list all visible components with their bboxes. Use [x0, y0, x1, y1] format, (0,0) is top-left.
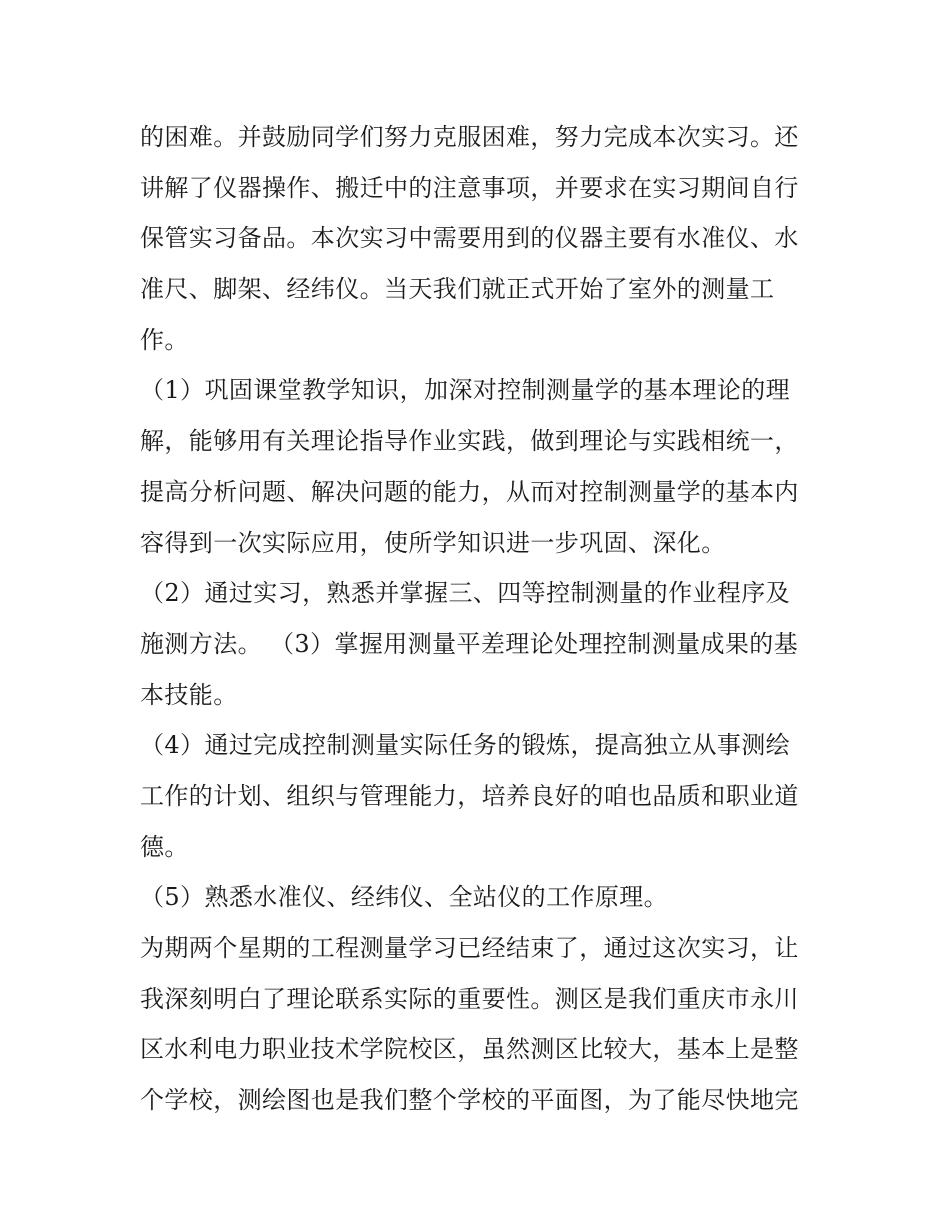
- text-line: 德。: [140, 832, 189, 861]
- text-line: 工作的计划、组织与管理能力，培养良好的咱也品质和职业道: [140, 781, 799, 810]
- text-line: 个学校，测绘图也是我们整个学校的平面图，为了能尽快地完: [140, 1086, 799, 1115]
- text-line: （4）通过完成控制测量实际任务的锻炼，提高独立从事测绘: [140, 731, 791, 760]
- text-line: 准尺、脚架、经纬仪。当天我们就正式开始了室外的测量工: [140, 275, 775, 304]
- text-line: 容得到一次实际应用，使所学知识进一步巩固、深化。: [140, 528, 726, 557]
- text-line: 施测方法。 （3）掌握用测量平差理论处理控制测量成果的基: [140, 629, 799, 658]
- text-line: （2）通过实习，熟悉并掌握三、四等控制测量的作业程序及: [140, 579, 791, 608]
- text-line: 作。: [140, 325, 189, 354]
- text-line: 解，能够用有关理论指导作业实践，做到理论与实践相统一，: [140, 427, 799, 456]
- text-line: 提高分析问题、解决问题的能力，从而对控制测量学的基本内: [140, 477, 799, 506]
- text-line: 我深刻明白了理论联系实际的重要性。测区是我们重庆市永川: [140, 984, 799, 1013]
- text-line: （1）巩固课堂教学知识，加深对控制测量学的基本理论的理: [140, 376, 791, 405]
- document-body: [140, 112, 820, 1126]
- text-line: （5）熟悉水准仪、经纬仪、全站仪的工作原理。: [140, 883, 669, 912]
- text-line: 本技能。: [140, 680, 238, 709]
- text-line: 保管实习备品。本次实习中需要用到的仪器主要有水准仪、水: [140, 224, 799, 253]
- text-line: 的困难。并鼓励同学们努力克服困难，努力完成本次实习。还: [140, 123, 799, 151]
- text-line: 区水利电力职业技术学院校区，虽然测区比较大，基本上是整: [140, 1035, 799, 1064]
- text-line: 为期两个星期的工程测量学习已经结束了，通过这次实习，让: [140, 934, 799, 962]
- text-line: 讲解了仪器操作、搬迁中的注意事项，并要求在实习期间自行: [140, 173, 799, 202]
